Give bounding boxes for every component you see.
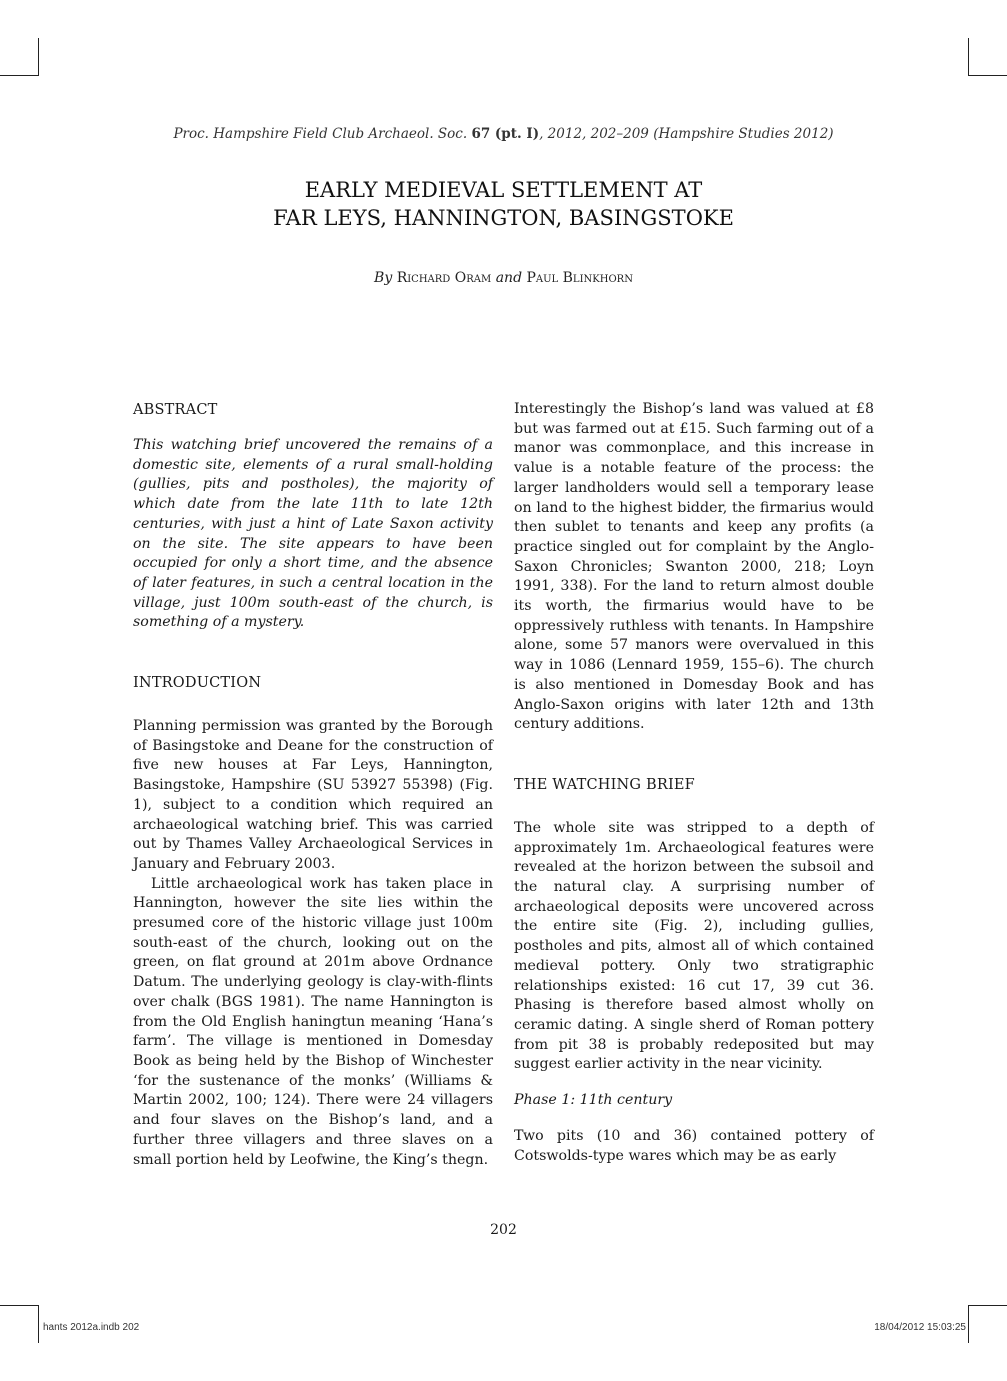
introduction-paragraph: Little archaeological work has taken place in Hannington, however the site lies within the presumed core of the historic village just 100m south-east of the church, looking out on the green, on flat ground at 201m above Ordnance Datum. The underlying geology is clay-with-flints over chalk (BGS 1981). The name Hannington is from the Old English haningtun meaning ‘Hana’s farm’. The village is mentioned in Domesday Book as being held by the Bishop of Winchester ‘for the sustenance of the monks’ (Williams & Martin 2002, 100; 124). There were 24 villagers and four slaves on the Bishop’s land, and a further three villagers and three slaves on a small portion held by Leofwine, the King’s thegn. — [133, 875, 493, 1168]
continued-paragraph: Interestingly the Bishop’s land was valued at £8 but was farmed out at £15. Such farming out of a manor was commonplace, and this increase in value is a notable feature of the process: the larger landholders would sell a temporary lease on land to the highest bidder, the firmarius would then sublet to tenants and keep any profits (a practice singled out for complaint by the Anglo-Saxon Chronicles; Swanton 2000, 218; Loyn 1991, 338). For the land to return almost double its worth, the firmarius would have to be oppressively ruthless with tenants. In Hampshire alone, some 57 manors were overvalued in this way in 1086 (Lennard 1959, 155–6). The church is also mentioned in Domesday Book and has Anglo-Saxon origins with later 12th and 13th century additions. — [514, 401, 874, 733]
title-line-2: FAR LEYS, HANNINGTON, BASINGSTOKE — [273, 206, 734, 230]
abstract-text: This watching brief uncovered the remains of a domestic site, elements of a rural small-holding (gullies, pits and postholes), the majority of which date from the late 11th to late 12th centuries, with just a hint of Late Saxon activity on the site. The site appears to have been occupied for only a short time, and the absence of later features, in such a central location in the village, just 100m south-east of the church, is something of a mystery. — [133, 437, 493, 631]
author-2: Paul Blinkhorn — [526, 270, 633, 286]
author-1: Richard Oram — [396, 270, 492, 286]
crop-mark — [0, 75, 38, 76]
crop-mark — [969, 1305, 1007, 1306]
crop-mark — [968, 1305, 969, 1343]
crop-mark — [38, 1305, 39, 1343]
journal-name: Proc. Hampshire Field Club Archaeol. Soc. — [173, 126, 468, 142]
phase-1-paragraph: Two pits (10 and 36) contained pottery of Cotswolds-type wares which may be as early — [514, 1127, 874, 1164]
introduction-paragraph: Planning permission was granted by the Borough of Basingstoke and Deane for the construction of five new houses at Far Leys, Hannington, Basingstoke, Hampshire (SU 53927 55398) (Fig. 1), subject to a condition which required an archaeological watching brief. This was carried out by Thames Valley Archaeological Services in January and February 2003. — [133, 718, 493, 872]
journal-citation — [0, 126, 1007, 142]
crop-mark — [969, 75, 1007, 76]
title-line-1: EARLY MEDIEVAL SETTLEMENT AT — [304, 178, 703, 202]
print-slug-timestamp: 18/04/2012 15:03:25 — [874, 1322, 966, 1333]
byline-and: and — [495, 270, 523, 286]
journal-pages: , 2012, 202–209 (Hampshire Studies 2012) — [539, 126, 834, 142]
crop-mark — [0, 1305, 38, 1306]
watching-brief-paragraph: The whole site was stripped to a depth of approximately 1m. Archaeological features were revealed at the horizon between the subsoil and the natural clay. A surprising number of archaeological deposits were uncovered across the entire site (Fig. 2), including gullies, postholes and pits, almost all of which contained medieval pottery. Only two stratigraphic relationships existed: 16 cut 17, 39 cut 36. Phasing is therefore based almost wholly on ceramic dating. A single sherd of Roman pottery from pit 38 is probably redeposited but may suggest earlier activity in the near vicinity. — [514, 819, 874, 1073]
byline-by: By — [374, 270, 393, 286]
crop-mark — [38, 38, 39, 76]
print-slug-file: hants 2012a.indb 202 — [43, 1322, 140, 1333]
watching-brief-heading: THE WATCHING BRIEF — [514, 776, 695, 793]
article-title — [0, 176, 1007, 232]
crop-mark — [968, 38, 969, 76]
journal-volume: 67 (pt. I) — [471, 126, 540, 142]
left-column — [133, 400, 493, 1170]
introduction-heading: INTRODUCTION — [133, 675, 262, 692]
page-number: 202 — [490, 1222, 517, 1238]
byline — [0, 270, 1007, 286]
phase-1-heading: Phase 1: 11th century — [514, 1092, 673, 1109]
right-column — [514, 400, 874, 1166]
abstract-heading: ABSTRACT — [133, 402, 218, 418]
